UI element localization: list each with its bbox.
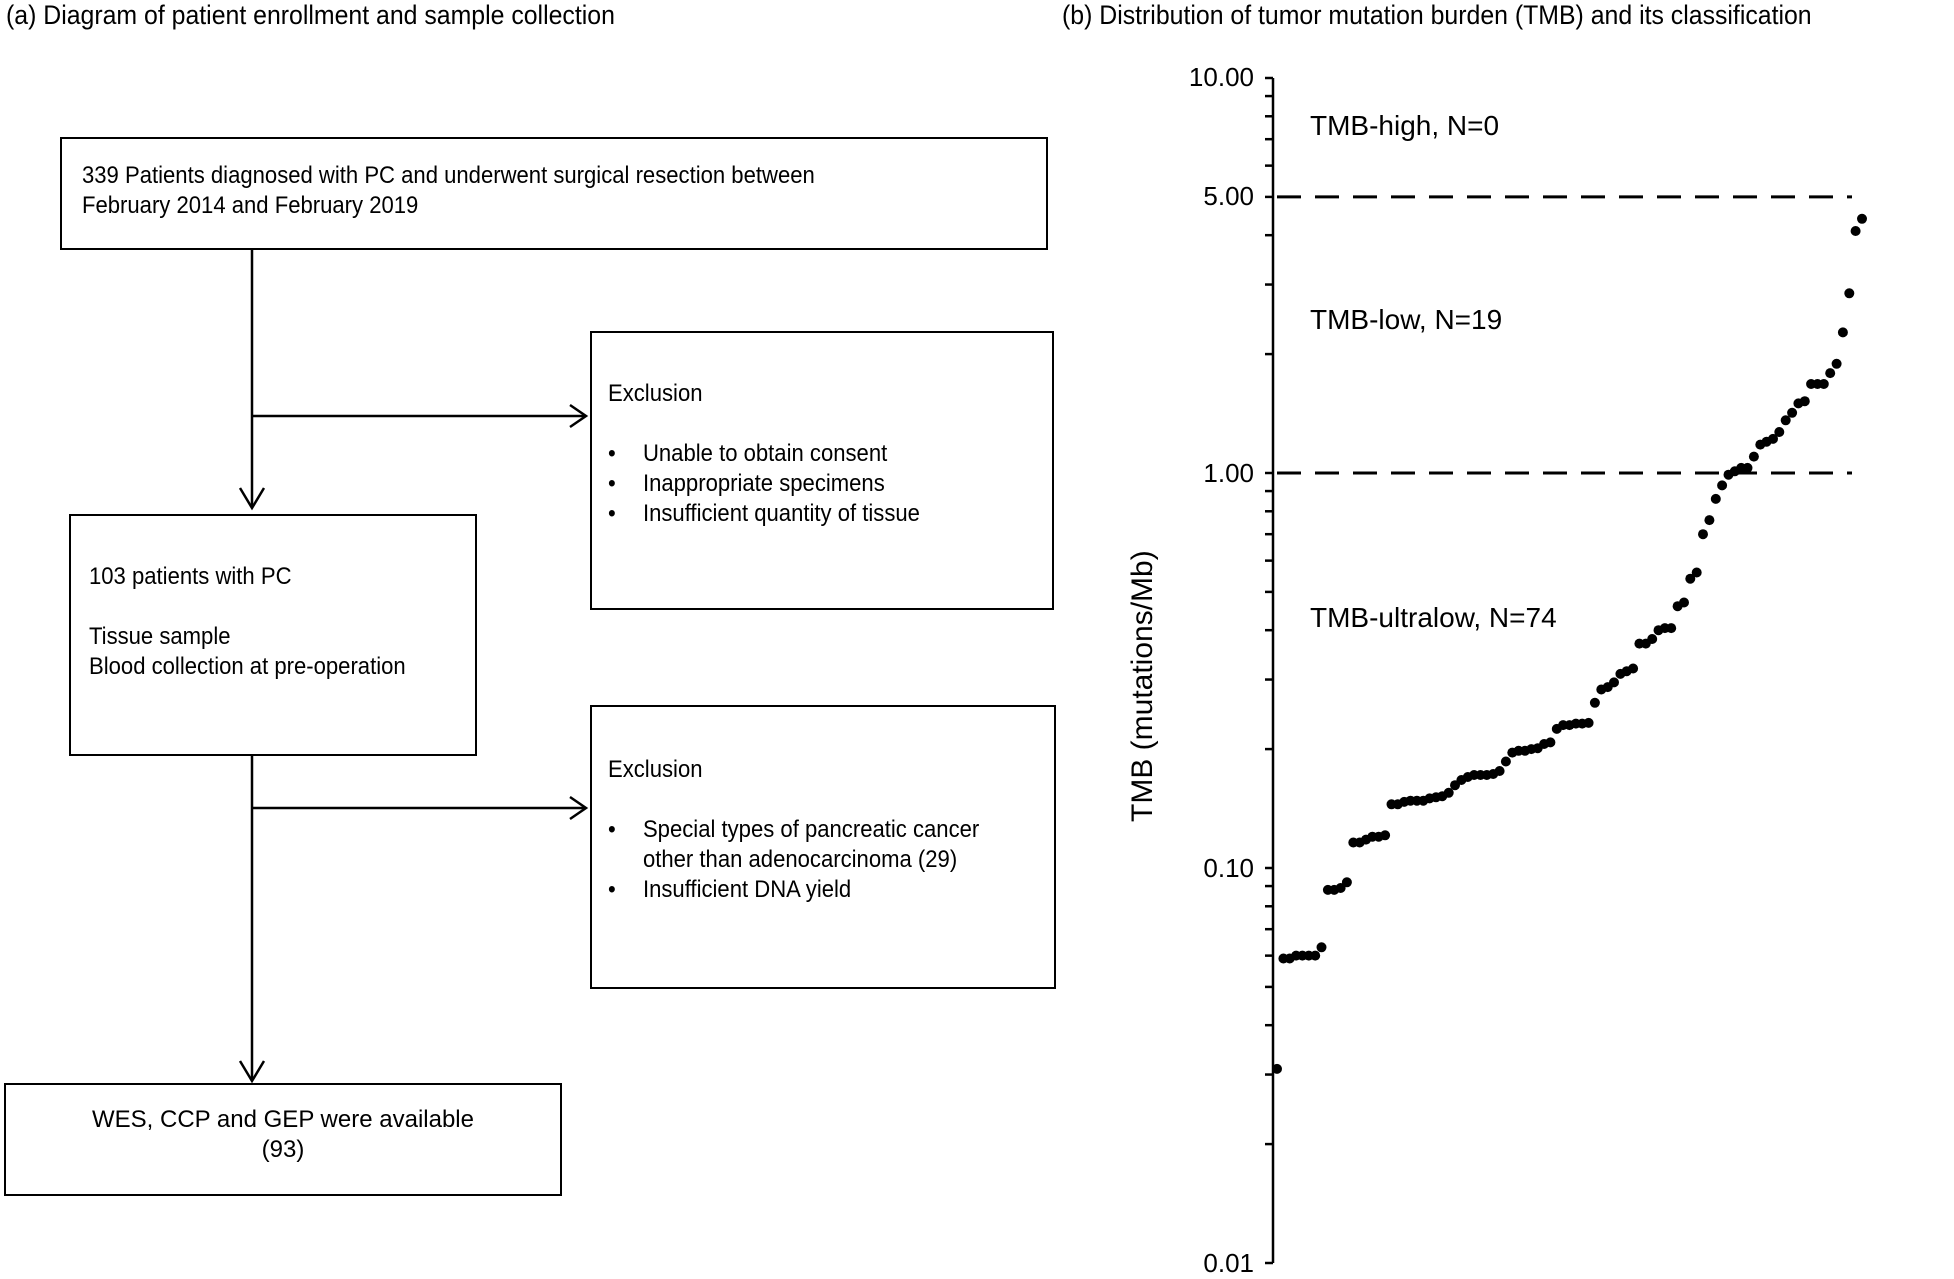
data-point: [1310, 951, 1320, 961]
initial-line-2: February 2014 and February 2019: [82, 192, 419, 219]
data-point: [1851, 226, 1861, 236]
data-point: [1495, 766, 1505, 776]
data-point: [1774, 427, 1784, 437]
exclusion-2-item: • Insufficient DNA yield: [608, 875, 979, 905]
data-point: [1501, 757, 1511, 767]
data-point: [1698, 529, 1708, 539]
tmb-ultralow-label: TMB-ultralow, N=74: [1310, 602, 1557, 633]
data-point: [1647, 634, 1657, 644]
exclusion-1-item: • Unable to obtain consent: [608, 439, 920, 469]
exclusion-2-item: • Special types of pancreatic cancer: [608, 815, 979, 845]
data-point: [1609, 677, 1619, 687]
data-point: [1317, 942, 1327, 952]
exclusion-1-heading: Exclusion: [608, 380, 703, 407]
data-point: [1380, 830, 1390, 840]
exclusion-2-heading: Exclusion: [608, 756, 703, 783]
data-point: [1545, 737, 1555, 747]
data-point: [1838, 327, 1848, 337]
data-point: [1666, 623, 1676, 633]
data-point: [1584, 718, 1594, 728]
data-point: [1857, 214, 1867, 224]
y-tick-0-1: 0.10: [1203, 853, 1254, 883]
initial-line-1: 339 Patients diagnosed with PC and underwent surgical resection between: [82, 162, 815, 189]
data-point: [1832, 359, 1842, 369]
data-point: [1704, 515, 1714, 525]
enrolled-line-3: Blood collection at pre-operation: [89, 653, 406, 680]
data-point: [1342, 877, 1352, 887]
data-point: [1819, 379, 1829, 389]
data-point: [1711, 494, 1721, 504]
data-point: [1717, 480, 1727, 490]
data-point: [1844, 288, 1854, 298]
data-point: [1800, 396, 1810, 406]
exclusion-2-item-cont-text: other than adenocarcinoma (29): [642, 846, 958, 873]
data-point: [1825, 368, 1835, 378]
y-tick-5: 5.00: [1203, 181, 1254, 211]
y-tick-1: 1.00: [1203, 458, 1254, 488]
y-tick-10: 10.00: [1188, 62, 1254, 92]
data-point: [1787, 408, 1797, 418]
data-point: [1743, 463, 1753, 473]
tmb-low-label: TMB-low, N=19: [1310, 304, 1503, 335]
data-point: [1749, 452, 1759, 462]
exclusion-1-item: • Inappropriate specimens: [608, 469, 920, 499]
tmb-high-label: TMB-high, N=0: [1310, 110, 1500, 141]
panel-a-title: (a) Diagram of patient enrollment and sample collection: [6, 0, 615, 30]
data-point: [1679, 598, 1689, 608]
final-line-1: WES, CCP and GEP were available: [92, 1106, 474, 1133]
enrolled-line-1: 103 patients with PC: [89, 563, 292, 590]
enrolled-line-2: Tissue sample: [89, 623, 231, 650]
final-line-2: (93): [261, 1136, 305, 1163]
y-tick-0-01: 0.01: [1203, 1248, 1254, 1278]
data-point: [1590, 698, 1600, 708]
data-point: [1692, 568, 1702, 578]
panel-b-title: (b) Distribution of tumor mutation burden (TMB) and its classification: [1062, 0, 1812, 30]
data-point: [1272, 1064, 1282, 1074]
exclusion-1-item: • Insufficient quantity of tissue: [608, 499, 920, 529]
y-axis-label: TMB (mutations/Mb): [1126, 550, 1159, 822]
data-point: [1628, 664, 1638, 674]
